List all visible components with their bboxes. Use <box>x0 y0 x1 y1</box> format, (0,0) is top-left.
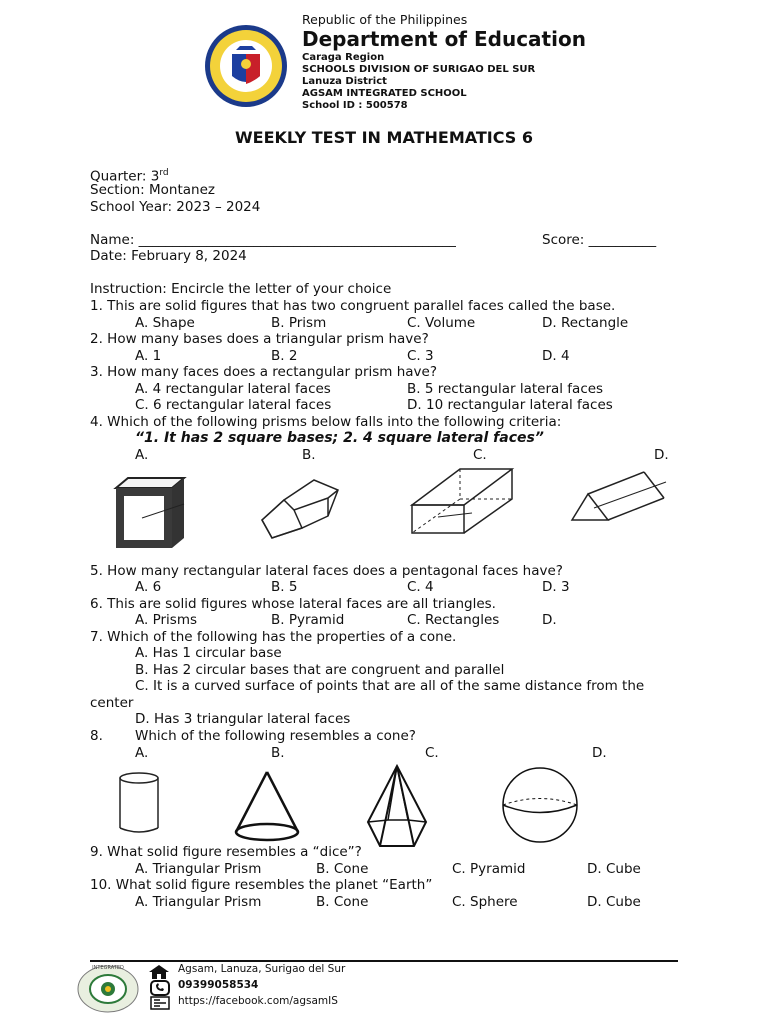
republic-text: Republic of the Philippines <box>302 12 468 27</box>
question-4: 4. Which of the following prisms below falls into the following criteria: <box>90 414 562 430</box>
question-9: 9. What solid figure resembles a “dice”? <box>90 844 362 860</box>
footer-website-link[interactable]: https://facebook.com/agsamIS <box>178 995 338 1007</box>
school-year: School Year: 2023 – 2024 <box>90 199 261 215</box>
quarter: Quarter: 3rd <box>90 168 169 185</box>
choice-b: B. Has 2 circular bases that are congruent and parallel <box>135 662 505 678</box>
header-line: Lanuza District <box>302 76 387 87</box>
test-title: WEEKLY TEST IN MATHEMATICS 6 <box>234 128 534 147</box>
question-5: 5. How many rectangular lateral faces does a pentagonal faces have? <box>90 563 563 579</box>
choice-a: A. 4 rectangular lateral faces <box>135 381 331 397</box>
choice-b: B. 5 rectangular lateral faces <box>407 381 604 397</box>
question-8: Which of the following resembles a cone? <box>135 728 416 744</box>
choice-a: A. Triangular Prism <box>135 894 262 910</box>
choice-d: D. <box>592 745 607 761</box>
footer-address: Agsam, Lanuza, Surigao del Sur <box>178 963 346 975</box>
choice-b: B. Prism <box>271 315 327 331</box>
choice-c: C. 4 <box>407 579 434 595</box>
header-line: School ID : 500578 <box>302 100 408 111</box>
choice-c: C. 6 rectangular lateral faces <box>135 397 332 413</box>
deped-seal <box>204 24 288 108</box>
choice-d: D. Rectangle <box>542 315 629 331</box>
date: Date: February 8, 2024 <box>90 248 247 264</box>
triangular-prism-figure <box>568 468 668 526</box>
choice-d: D. <box>542 612 557 628</box>
question-3: 3. How many faces does a rectangular prism have? <box>90 364 438 380</box>
question-1: 1. This are solid figures that has two congruent parallel faces called the base. <box>90 298 616 314</box>
choice-c: C. Pyramid <box>452 861 526 877</box>
choice-c: C. It is a curved surface of points that are all of the same distance from the <box>135 678 645 694</box>
choice-b: B. Pyramid <box>271 612 345 628</box>
choice-b: B. 2 <box>271 348 298 364</box>
choice-c: C. <box>473 447 487 463</box>
choice-a: A. <box>135 745 149 761</box>
pyramid-figure <box>362 762 432 850</box>
cube-figure <box>112 476 188 552</box>
choice-b: B. Cone <box>316 894 369 910</box>
choice-a: A. 1 <box>135 348 162 364</box>
instruction: Instruction: Encircle the letter of your choice <box>90 281 392 297</box>
choice-b: B. <box>302 447 316 463</box>
name-field: Name: _______________________________________________ <box>90 232 456 248</box>
choice-b: B. <box>271 745 285 761</box>
header-line: AGSAM INTEGRATED SCHOOL <box>302 88 467 99</box>
link-icon <box>150 996 170 1010</box>
choice-d: D. Has 3 triangular lateral faces <box>135 711 351 727</box>
choice-b: B. 5 <box>271 579 298 595</box>
choice-c: C. Rectangles <box>407 612 500 628</box>
cylinder-figure <box>116 770 162 836</box>
section: Section: Montanez <box>90 182 215 198</box>
choice-a: A. Triangular Prism <box>135 861 262 877</box>
department-title: Department of Education <box>302 27 586 51</box>
question-2: 2. How many bases does a triangular prism have? <box>90 331 429 347</box>
choice-c-continued: center <box>90 695 134 711</box>
choice-a: A. <box>135 447 149 463</box>
choice-d: D. <box>654 447 669 463</box>
choice-d: D. 4 <box>542 348 570 364</box>
school-logo <box>76 964 140 1014</box>
choice-a: A. Has 1 circular base <box>135 645 282 661</box>
question-10: 10. What solid figure resembles the planet “Earth” <box>90 877 433 893</box>
home-icon <box>148 964 170 980</box>
choice-a: A. Shape <box>135 315 195 331</box>
phone-icon <box>150 980 170 996</box>
sphere-figure <box>500 764 580 846</box>
question-6: 6. This are solid figures whose lateral faces are all triangles. <box>90 596 496 612</box>
header-line: SCHOOLS DIVISION OF SURIGAO DEL SUR <box>302 64 536 75</box>
choice-b: B. Cone <box>316 861 369 877</box>
choice-c: C. <box>425 745 439 761</box>
question-7: 7. Which of the following has the properties of a cone. <box>90 629 457 645</box>
choice-c: C. Sphere <box>452 894 518 910</box>
pentagonal-prism-figure <box>258 476 342 544</box>
cone-figure <box>232 768 302 844</box>
choice-a: A. 6 <box>135 579 162 595</box>
choice-d: D. 3 <box>542 579 570 595</box>
choice-c: C. Volume <box>407 315 476 331</box>
school-logo-text: INTEGRATED <box>92 965 124 971</box>
choice-a: A. Prisms <box>135 612 198 628</box>
score-field: Score: __________ <box>542 232 657 248</box>
question-8-number: 8. <box>90 728 103 744</box>
choice-d: D. Cube <box>587 861 641 877</box>
rectangular-prism-figure <box>408 465 516 537</box>
criteria-text: “1. It has 2 square bases; 2. 4 square lateral faces” <box>135 430 544 446</box>
choice-d: D. 10 rectangular lateral faces <box>407 397 613 413</box>
footer-phone: 09399058534 <box>178 979 259 991</box>
choice-c: C. 3 <box>407 348 434 364</box>
choice-d: D. Cube <box>587 894 641 910</box>
header-line: Caraga Region <box>302 52 385 63</box>
